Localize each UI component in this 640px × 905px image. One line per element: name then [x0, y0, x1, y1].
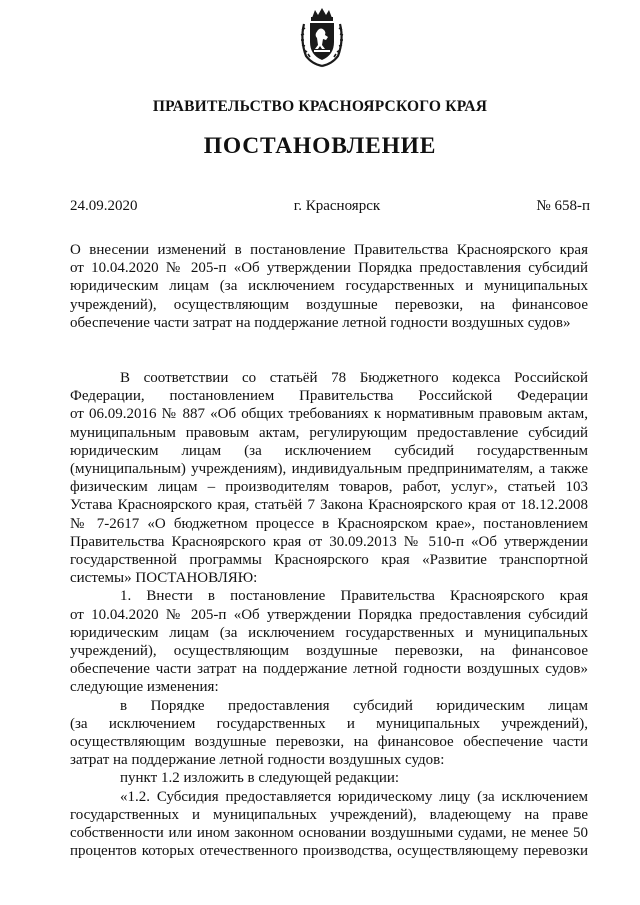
body-line: учреждений), осуществляющим воздушные перевозки, на финансовое: [70, 643, 588, 660]
body-line: собственности или ином законном основании воздушными судами, не менее 50: [70, 825, 588, 842]
body-line: № 7-2617 «О бюджетном процессе в Красноярском крае», постановлением: [70, 515, 588, 532]
document-meta-row: [70, 198, 590, 215]
body-line: от 10.04.2020 № 205-п «Об утверждении Порядка предоставления субсидий: [70, 606, 588, 623]
body-line: Правительства Красноярского края от 30.09.2013 № 510-п «Об утверждении: [70, 533, 588, 550]
subject-line: О внесении изменений в постановление Правительства Красноярского края: [70, 242, 588, 258]
body-line: Устава Красноярского края, статьёй 7 Закона Красноярского края от 18.12.2008: [70, 497, 588, 514]
body-line: обеспечение части затрат на поддержание летной годности воздушных судов»: [70, 661, 588, 678]
body-line: государственных и муниципальных учреждений), владеющему на праве: [70, 806, 588, 823]
document-subject: [70, 241, 588, 332]
document-type-title: ПОСТАНОВЛЕНИЕ: [203, 133, 437, 159]
body-line: муниципальным правовым актам, регулирующим предоставление субсидий: [70, 424, 588, 441]
body-line: от 06.09.2016 № 887 «Об общих требованиях к нормативным правовым актам,: [70, 406, 588, 423]
body-line: осуществляющим воздушные перевозки, на финансовое обеспечение части: [70, 734, 588, 751]
body-line: физическим лицам – производителям товаров, работ, услуг», статьей 103: [70, 479, 588, 496]
body-line: (за исключением государственных и муниципальных учреждений),: [70, 715, 588, 732]
body-line: затрат на поддержание летной годности воздушных судов:: [70, 752, 445, 769]
body-line: «1.2. Субсидия предоставляется юридическому лицу (за исключением: [120, 788, 588, 805]
document-date: 24.09.2020: [70, 198, 138, 214]
body-line: государственной программы Красноярского края «Развитие транспортной: [70, 552, 588, 569]
body-line: Федерации, постановлением Правительства Российской Федерации: [70, 388, 588, 405]
body-line: (муниципальным) учреждениям), индивидуальным предпринимателям, а также: [70, 461, 588, 478]
subject-line: юридическим лицам (за исключением государственных и муниципальных: [70, 278, 588, 295]
subject-line: от 10.04.2020 № 205-п «Об утверждении Порядка предоставления субсидий: [70, 260, 588, 277]
body-line: системы» ПОСТАНОВЛЯЮ:: [70, 570, 258, 587]
body-line: следующие изменения:: [70, 679, 219, 696]
document-body: [70, 369, 588, 860]
krasnoyarsk-coat-of-arms-icon: [298, 6, 346, 68]
body-line: юридическим лицам (за исключением государственных и муниципальных: [70, 624, 588, 641]
document-number: № 658-п: [536, 198, 590, 214]
subject-line: учреждений), осуществляющим воздушные перевозки, на финансовое: [70, 296, 588, 313]
organization-name: ПРАВИТЕЛЬСТВО КРАСНОЯРСКОГО КРАЯ: [152, 98, 488, 115]
subject-line: обеспечение части затрат на поддержание летной годности воздушных судов»: [70, 314, 571, 331]
body-line: 1. Внести в постановление Правительства Красноярского края: [120, 588, 588, 605]
body-line: процентов которых отечественного производства, осуществляющему перевозки: [70, 843, 588, 860]
body-line: юридическим лицам (за исключением субсидий государственным: [70, 442, 588, 459]
body-line: В соответствии со статьёй 78 Бюджетного кодекса Российской: [120, 370, 588, 386]
body-line: пункт 1.2 изложить в следующей редакции:: [120, 770, 400, 787]
body-line: в Порядке предоставления субсидий юридическим лицам: [120, 697, 588, 714]
document-city: г. Красноярск: [293, 198, 381, 214]
